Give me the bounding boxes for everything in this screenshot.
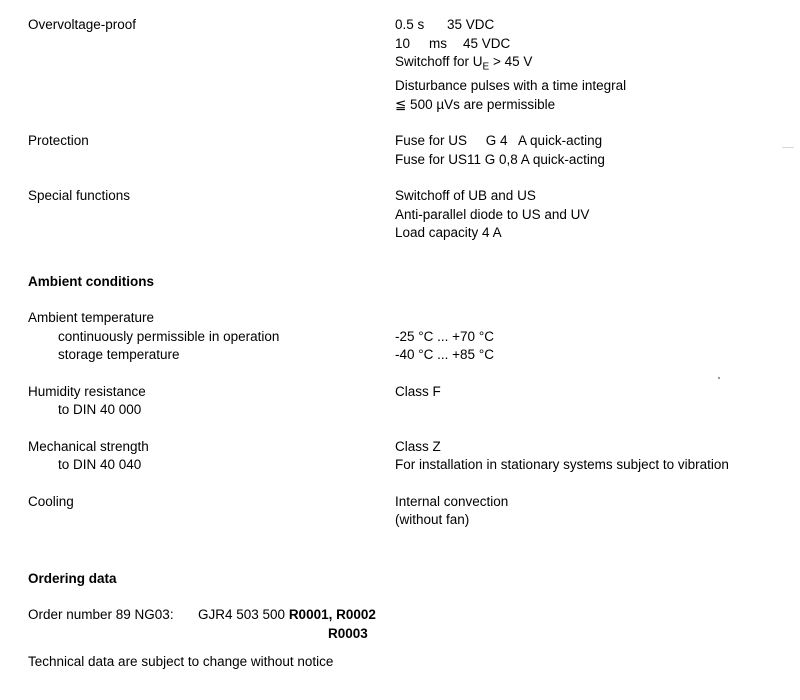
- spec-values: [395, 438, 800, 475]
- spec-label-block: [0, 309, 395, 365]
- spec-sublabel: continuously permissible in operation: [58, 328, 280, 344]
- spec-value-line: Class Z: [395, 438, 441, 454]
- section-heading-ambient: Ambient conditions: [28, 273, 154, 289]
- spec-label: Special functions: [28, 188, 131, 204]
- spec-sublabel: storage temperature: [58, 347, 180, 363]
- spacer: [0, 420, 800, 438]
- spacer: [0, 365, 800, 383]
- spec-value-line: Fuse for US G 4 A quick-acting: [395, 133, 603, 149]
- spec-values: [395, 16, 800, 114]
- order-number-row: [0, 606, 800, 625]
- spec-row-humidity-resistance: [0, 383, 800, 420]
- scan-speck: [718, 377, 720, 379]
- spec-label: Humidity resistance: [28, 383, 146, 399]
- spec-value-line: (without fan): [395, 512, 470, 528]
- spec-label-block: [0, 438, 395, 475]
- spec-value-line: Switchoff for $U_E > 45$ V: [395, 54, 533, 73]
- spec-value-line: ≦ 500 µVs are permissible: [395, 96, 556, 112]
- spec-values: [395, 187, 800, 243]
- order-number-second-row: [0, 625, 800, 644]
- order-code-variant-second: R0003: [328, 625, 368, 641]
- spec-value-line: 10 ms 45 VDC: [395, 35, 511, 51]
- spec-sublabel: to DIN 40 000: [58, 402, 142, 418]
- spec-row-cooling: [0, 493, 800, 530]
- spacer: [0, 169, 800, 187]
- spec-row-protection: [0, 132, 800, 169]
- spec-value-line: Anti-parallel diode to US and UV: [395, 206, 590, 222]
- spec-row-ambient-temperature: [0, 309, 800, 365]
- scan-edge-mark: [782, 147, 794, 148]
- order-code-plain: GJR4 503 500: [198, 607, 289, 623]
- spacer: [0, 291, 800, 309]
- spec-values: [395, 493, 800, 530]
- spec-values: [395, 309, 800, 365]
- spec-label: Protection: [28, 133, 89, 149]
- spacer: [0, 643, 800, 653]
- spec-sublabel: to DIN 40 040: [58, 457, 142, 473]
- order-number-code: [198, 606, 376, 625]
- spec-values: [395, 383, 800, 402]
- spec-row-mechanical-strength: [0, 438, 800, 475]
- spec-value-line: 0.5 s 35 VDC: [395, 17, 495, 32]
- spacer: [0, 588, 800, 606]
- spec-value-line: Load capacity 4 A: [395, 225, 502, 241]
- top-spacer: [0, 0, 800, 16]
- spacer: [0, 530, 800, 570]
- spec-value-line: Internal convection: [395, 493, 509, 509]
- order-number-label: Order number 89 NG03:: [28, 607, 174, 623]
- spec-value-spacer: [395, 309, 800, 328]
- spec-value-line: Disturbance pulses with a time integral: [395, 78, 627, 94]
- spec-label-block: [0, 383, 395, 420]
- spec-row-overvoltage: [0, 16, 800, 114]
- spec-label: Mechanical strength: [28, 438, 149, 454]
- spec-value-line: -40 °C ... +85 °C: [395, 347, 494, 363]
- spec-value-line: Fuse for US11 G 0,8 A quick-acting: [395, 151, 605, 167]
- section-heading-ordering: Ordering data: [28, 570, 117, 586]
- disclaimer-note: Technical data are subject to change without notice: [28, 654, 334, 670]
- spec-label: Ambient temperature: [28, 310, 155, 326]
- spacer: [0, 243, 800, 273]
- spec-label: Cooling: [28, 493, 74, 509]
- order-code-variants: R0001, R0002: [288, 607, 376, 623]
- spacer: [0, 475, 800, 493]
- spec-value-line: -25 °C ... +70 °C: [395, 328, 494, 344]
- spacer: [0, 114, 800, 132]
- spec-values: [395, 132, 800, 169]
- spec-value-line: For installation in stationary systems subject to vibration: [395, 457, 729, 473]
- spec-value-line: Switchoff of UB and US: [395, 188, 536, 204]
- spec-value-line: Class F: [395, 383, 441, 399]
- spec-row-special-functions: [0, 187, 800, 243]
- spec-label: Overvoltage-proof: [28, 17, 137, 32]
